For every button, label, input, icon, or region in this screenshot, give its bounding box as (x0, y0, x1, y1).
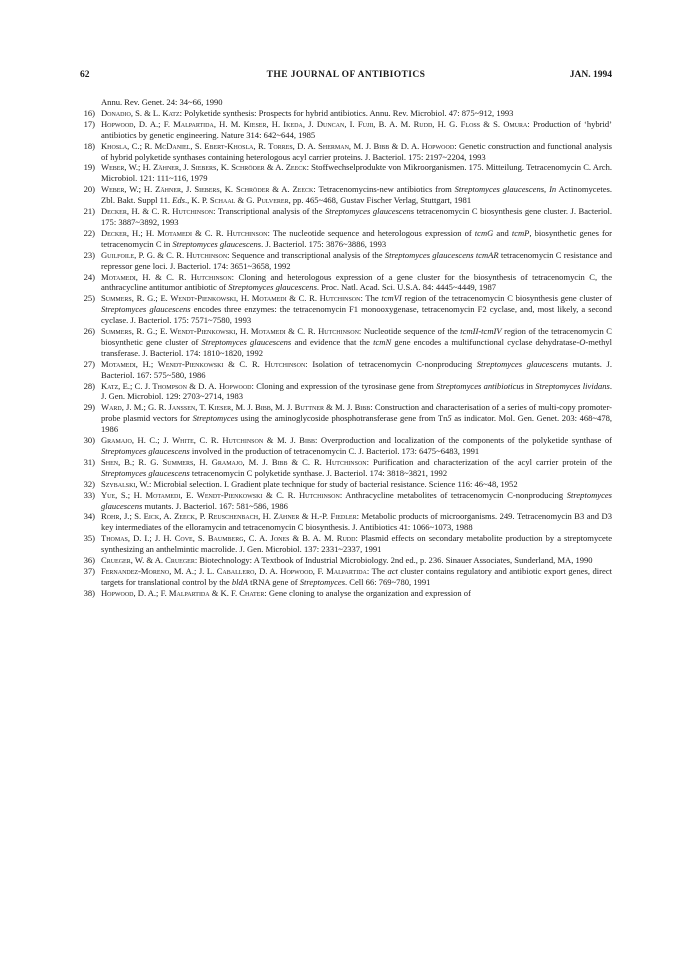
reference-text: : Transcriptional analysis of the (213, 206, 326, 217)
reference-number: 24) (83, 271, 95, 282)
reference-authors: Fernandez-Moreno, M. A.; J. L. Caballero, D. A. Hopwood, F. Malpartida (101, 565, 367, 576)
reference-text: : Cloning and expression of the tyrosinase gene from (251, 380, 437, 391)
reference-authors: Summers, R. G.; E. Wendt-Pienkowski, H. Motamedi & C. R. Hutchinson (101, 293, 361, 304)
reference-italic-text: Streptomyces glaucescens (228, 282, 317, 293)
reference-item (80, 293, 612, 326)
reference-number: 36) (83, 555, 95, 566)
reference-text: : Isolation of tetracenomycin C-nonproducing (305, 358, 477, 369)
reference-text: mutants. J. Bacteriol. 167: 581~586, 1986 (142, 500, 288, 511)
reference-text: Annu. Rev. Genet. 24: 34~66, 1990 (101, 97, 223, 107)
reference-item (80, 457, 612, 479)
reference-italic-text: act (387, 565, 398, 576)
reference-text: : Anthracycline metabolites of tetracenomycin C-nonproducing (339, 489, 567, 500)
reference-number: 38) (83, 587, 95, 598)
reference-number: 22) (83, 227, 95, 238)
reference-authors: Khosla, C.; R. McDaniel, S. Ebert-Khosla, R. Torres, D. A. Sherman, M. J. Bibb & D. A. Hopwood (101, 140, 455, 151)
reference-authors: Ward, J. M.; G. R. Janssen, T. Kieser, M. J. Bibb, M. J. Buttner & M. J. Bibb (101, 402, 371, 413)
reference-authors: Donadio, S. & L. Katz (101, 107, 180, 118)
reference-text: region of the tetracenomycin C biosynthetic gene cluster of (101, 326, 612, 347)
reference-text: . Cell 66: 769~780, 1991 (345, 576, 431, 587)
reference-number: 16) (83, 107, 95, 118)
reference-number: 29) (83, 402, 95, 413)
reference-text: : Production of ‘hybrid’ antibiotics by genetic engineering. Nature 314: 642~644, 1985 (101, 118, 612, 140)
reference-item (80, 272, 612, 294)
reference-item (80, 228, 612, 250)
reference-item (80, 490, 612, 512)
reference-number: 26) (83, 326, 95, 337)
reference-italic-text: tcmP (511, 227, 530, 238)
reference-authors: Motamedi, H.; Wendt-Pienkowski & C. R. Hutchinson (101, 358, 306, 369)
reference-text: : Overproduction and localization of the components of the polyketide synthase of (314, 435, 612, 446)
reference-text: using the aminoglycoside phosphotransferase gene from Tn (237, 413, 448, 424)
reference-authors: Hopwood, D. A.; F. Malpartida, H. M. Kieser, H. Ikeda, J. Duncan, I. Fujii, B. A. M. Rudd, H. G. Floss & S. Omura (101, 118, 528, 129)
reference-authors: Katz, E.; C. J. Thompson & D. A. Hopwood (101, 380, 252, 391)
reference-continuation (80, 97, 612, 108)
reference-text: : Microbial selection. I. Gradient plate technique for study of bacterial resistance. Science 116: 46~48, 1952 (148, 478, 518, 489)
reference-italic-text: Streptomyces (192, 413, 238, 424)
reference-item (80, 402, 612, 435)
reference-number: 17) (83, 118, 95, 129)
reference-authors: Thomas, D. I.; J. H. Cove, S. Baumberg, C. A. Jones & B. A. M. Rudd (101, 533, 356, 544)
reference-item (80, 381, 612, 403)
reference-number: 19) (83, 162, 95, 173)
reference-item (80, 108, 612, 119)
reference-italic-text: bldA (231, 576, 249, 587)
reference-number: 32) (83, 478, 95, 489)
reference-authors: Shen, B.; R. G. Summers, H. Gramajo, M. J. Bibb & C. R. Hutchinson (101, 456, 367, 467)
reference-italic-text: 5 (447, 413, 452, 424)
reference-italic-text: Streptomyces glaucescens (101, 304, 191, 315)
reference-item (80, 555, 612, 566)
reference-text: -methyl transferase. J. Bacteriol. 174: 1810~1820, 1992 (101, 336, 613, 358)
reference-text: . J. Gen. Microbiol. 129: 2703~2714, 1983 (101, 380, 613, 402)
reference-text: tetracenomycin C resistance and repressor gene loci. J. Bacteriol. 174: 3651~3658, 1992 (101, 249, 612, 271)
reference-item (80, 511, 612, 533)
reference-italic-text: Eds (172, 195, 185, 206)
reference-number: 37) (83, 565, 95, 576)
reference-italic-text: Streptomyces glaucescens (325, 206, 415, 217)
reference-authors: Hopwood, D. A.; F. Malpartida & K. F. Chater (101, 587, 265, 598)
reference-text: ., K. P. (184, 195, 210, 206)
reference-item (80, 250, 612, 272)
reference-authors: Motamedi, H. & C. R. Hutchinson (101, 271, 232, 282)
reference-item (80, 184, 612, 206)
reference-text: : The (366, 565, 388, 576)
reference-authors: Gramajo, H. C.; J. White, C. R. Hutchinson & M. J. Bibb (101, 435, 315, 446)
reference-item (80, 566, 612, 588)
reference-number: 23) (83, 249, 95, 260)
issue-date: JAN. 1994 (569, 70, 612, 80)
reference-text: : The (360, 293, 382, 304)
reference-italic-text: Streptomyces glaucescens (476, 358, 568, 369)
reference-number: 33) (83, 489, 95, 500)
reference-italic-text: tcmII-tcmIV (460, 326, 502, 337)
reference-italic-text: Streptomyces glaucescens tcmAR (384, 249, 499, 260)
page-header (80, 70, 612, 84)
reference-text: tRNA gene of (248, 576, 300, 587)
reference-authors: Decker, H.; H. Motamedi & C. R. Hutchinson (101, 227, 268, 238)
reference-italic-text: tcmG (474, 227, 494, 238)
reference-authors: Szybalski, W. (101, 478, 149, 489)
reference-text: : Plasmid effects on secondary metabolite production by a streptomycete synthesizing an anthelmintic macrolide. J. Gen. Microbiol. 137: 2331~2337, 1991 (101, 533, 612, 555)
journal-title: THE JOURNAL OF ANTIBIOTICS (266, 70, 426, 80)
reference-text: : Cloning and heterologous expression of a gene cluster for the biosynthesis of tetracenomycin C, the anthracycline antitumor antibiotic of (101, 271, 612, 293)
reference-number: 28) (83, 380, 95, 391)
reference-item (80, 162, 612, 184)
reference-text: cluster contains regulatory and antibiotic export genes, direct targets for translational control by the (101, 565, 612, 587)
reference-text: gene encodes a multifunctional cyclase dehydratase- (391, 336, 580, 347)
reference-item (80, 141, 612, 163)
reference-number: 27) (83, 358, 95, 369)
reference-number: 20) (83, 184, 95, 195)
reference-item (80, 435, 612, 457)
reference-text: : Purification and characterization of the acyl carrier protein of the (366, 456, 612, 467)
reference-authors: Summers, R. G.; E. Wendt-Pienkowski, H. Motamedi & C. R. Hutchinson (101, 326, 359, 337)
reference-text: : The nucleotide sequence and heterologous expression of (267, 227, 475, 238)
reference-text: : Gene cloning to analyse the organization and expression of (264, 587, 471, 598)
reference-italic-text: O (579, 336, 586, 347)
reference-text: : Genetic construction and functional analysis of hybrid polyketide synthases containing heterologous acyl carrier proteins. J. Bacteriol. 175: 2197~2204, 1993 (101, 140, 612, 162)
reference-item (80, 326, 612, 359)
reference-authors: Weber, W.; H. Zähner, J. Siebers, K. Schröder & A. Zeeck (101, 162, 307, 173)
reference-authors: Decker, H. & C. R. Hutchinson (101, 206, 214, 217)
reference-text: , pp. 465~468, Gustav Fischer Verlag, Stuttgart, 1981 (288, 195, 472, 206)
reference-text: as indicator. Mol. Gen. Genet. 203: 468~478, 1986 (101, 413, 613, 435)
reference-number: 25) (83, 293, 95, 304)
reference-text: : Nucleotide sequence of the (358, 326, 461, 337)
reference-item (80, 119, 612, 141)
reference-italic-text: tcmN (373, 336, 392, 347)
reference-text: encodes three enzymes: the tetracenomycin F1 monooxygenase, tetracenomycin F2 cyclase, and, most likely, a second cyclase. J. Bacteriol. 175: 7571~7580, 1993 (101, 304, 612, 326)
reference-text: and evidence that the (291, 336, 374, 347)
reference-authors: Yue, S.; H. Motamedi, E. Wendt-Pienkowski & C. R. Hutchinson (101, 489, 340, 500)
reference-text: involved in the production of tetracenomycin C. J. Bacteriol. 173: 6475~6483, 1991 (189, 446, 480, 456)
reference-italic-text: Streptomyces glaucescens (101, 467, 190, 478)
reference-italic-text: Streptomyces glaucescens (101, 489, 612, 511)
reference-list (80, 97, 612, 599)
reference-italic-text: Streptomyces glaucescens (172, 238, 262, 249)
reference-authors: Guilfoile, P. G. & C. R. Hutchinson (101, 249, 228, 260)
reference-text: . Proc. Natl. Acad. Sci. U.S.A. 84: 4445~4449, 1987 (316, 282, 497, 293)
reference-item (80, 206, 612, 228)
reference-text: , (544, 184, 550, 195)
reference-text: and (493, 227, 512, 238)
reference-italic-text: Streptomyces glaucescens (454, 184, 545, 195)
reference-text: : Polyketide synthesis: Prospects for hybrid antibiotics. Annu. Rev. Microbiol. 47: 875~912, 1993 (179, 107, 514, 118)
page-number: 62 (80, 70, 90, 80)
reference-number: 35) (83, 533, 95, 544)
reference-text: : Tetracenomycins-new antibiotics from (313, 184, 455, 195)
reference-item (80, 588, 612, 599)
reference-authors: Crueger, W. & A. Crueger (101, 555, 195, 566)
reference-text: : Biotechnology: A Textbook of Industrial Microbiology. 2nd ed., p. 236. Sinauer Associates, Sunderland, MA, 1990 (194, 555, 593, 566)
reference-authors: Rohr, J.; S. Eick, A. Zeeck, P. Reuschenbach, H. Zähner & H.-P. Fiedler (101, 511, 357, 522)
reference-italic-text: tcmVI (381, 293, 402, 304)
reference-italic-text: Streptomyces glaucescens (101, 446, 190, 456)
reference-number: 18) (83, 140, 95, 151)
reference-italic-text: Streptomyces (299, 576, 346, 587)
reference-text: region of the tetracenomycin C biosynthesis gene cluster of (401, 293, 612, 304)
reference-number: 21) (83, 206, 95, 217)
reference-text: in (523, 380, 536, 391)
reference-italic-text: In (549, 184, 557, 195)
reference-authors: Weber, W.; H. Zähner, J. Siebers, K. Schröder & A. Zeeck (101, 184, 314, 195)
reference-text: : Construction and characterisation of a series of multi-copy promoter-probe plasmid vectors for (101, 402, 612, 424)
reference-number: 34) (83, 511, 95, 522)
reference-text: : Metabolic products of microorganisms. 249. Tetracenomycin B3 and D3 key intermediates of the elloramycin and tetracenomycin C biosynthesis. J. Antibiotics 41: 1066~1073, 1988 (101, 511, 612, 533)
reference-text: : Stoffwechselprodukte von Mikroorganismen. 175. Mitteilung. Tetracenomycin C. Arch. Microbiol. 121: 111~116, 1979 (101, 162, 612, 184)
reference-text: : Sequence and transcriptional analysis of the (227, 249, 385, 260)
reference-italic-text: Streptomyces lividans (535, 380, 610, 391)
reference-text: Actinomycetes. Zbl. Bakt. Suppl 11. (101, 184, 612, 206)
reference-authors: Schaal & G. Pulverer (209, 195, 289, 206)
reference-text: . J. Bacteriol. 175: 3876~3886, 1993 (261, 238, 387, 249)
reference-italic-text: Streptomyces glaucescens (201, 336, 292, 347)
reference-item (80, 479, 612, 490)
reference-italic-text: Streptomyces antibioticus (436, 380, 524, 391)
reference-number: 31) (83, 456, 95, 467)
reference-item (80, 533, 612, 555)
reference-text: mutants. J. Bacteriol. 167: 575~580, 1986 (101, 358, 612, 380)
reference-text: tetracenomycin C biosynthesis gene cluster. J. Bacteriol. 175: 3887~3892, 1993 (101, 206, 613, 227)
reference-number: 30) (83, 435, 95, 446)
reference-item (80, 359, 612, 381)
reference-text: , biosynthetic genes for tetracenomycin C in (101, 227, 612, 249)
reference-text: tetracenomycin C polyketide synthase. J. Bacteriol. 174: 3818~3821, 1992 (189, 467, 448, 478)
